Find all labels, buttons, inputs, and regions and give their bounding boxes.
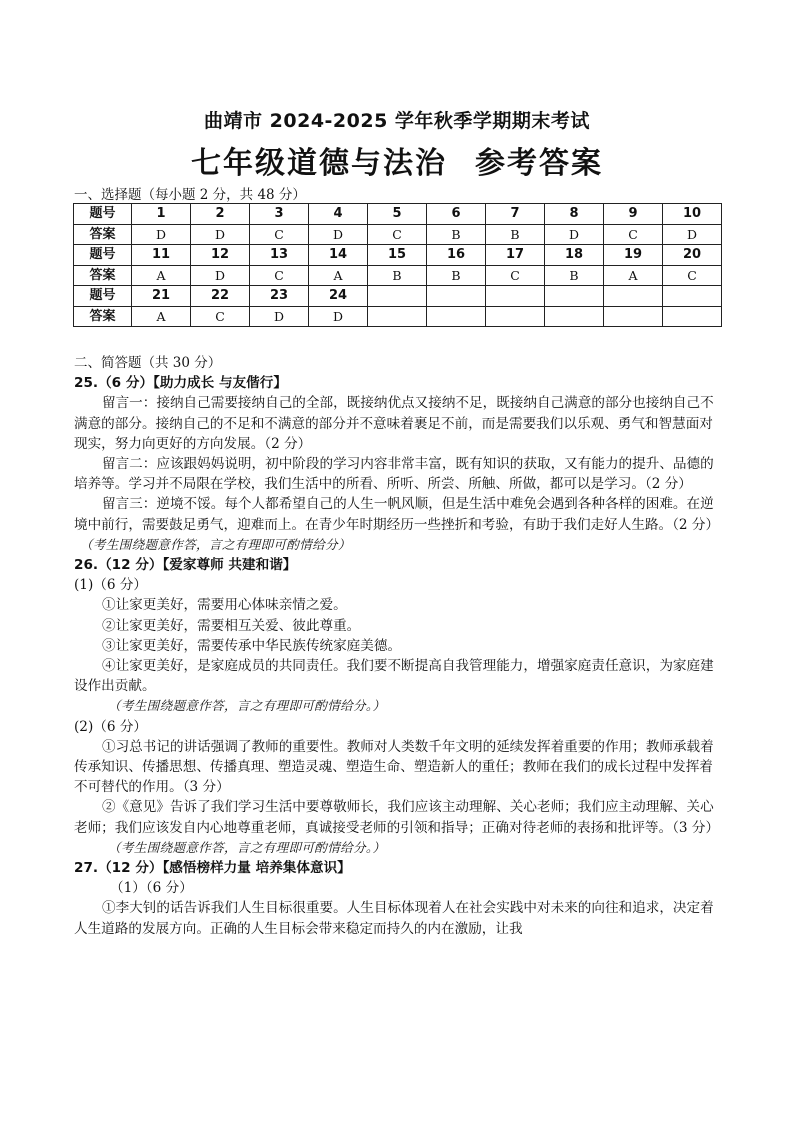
answer-cell — [663, 306, 722, 327]
answer-cell: D — [191, 265, 250, 286]
question-number-cell: 21 — [132, 286, 191, 307]
answer-cell: A — [132, 265, 191, 286]
answer-cell: B — [486, 224, 545, 245]
row-label-answer: 答案 — [74, 224, 132, 245]
question-number-row — [74, 204, 722, 225]
q26-point3: ③让家更美好，需要传承中华民族传统家庭美德。 — [102, 637, 402, 654]
question-number-cell — [427, 286, 486, 307]
question-number-cell — [545, 286, 604, 307]
q26-point4: ④让家更美好，是家庭成员的共同责任。我们要不断提高自我管理能力，增强家庭责任意识，为家庭建设作出贡献。 — [74, 658, 714, 695]
answer-cell: C — [663, 265, 722, 286]
q25-message1: 留言一：接纳自己需要接纳自己的全部，既接纳优点又接纳不足，既接纳自己满意的部分也接纳自己不满意的部分。接纳自己的不足和不满意的部分并不意味着裹足不前，而是需要我们以乐观、勇气和智慧面对现实，努力向更好的方向发展。（2 分） — [74, 395, 714, 452]
answer-cell: C — [191, 306, 250, 327]
question-number-cell: 2 — [191, 204, 250, 225]
question-number-cell: 19 — [604, 245, 663, 266]
subject-label: 七年级道德与法治 — [191, 146, 447, 181]
answer-cell: D — [309, 224, 368, 245]
question-number-cell: 22 — [191, 286, 250, 307]
q26-part2-point2: ②《意见》告诉了我们学习生活中要尊敬师长，我们应该主动理解、关心老师；我们应主动理解、关心老师；我们应该发自内心地尊重老师，真诚接受老师的引领和指导；正确对待老师的表扬和批评等。（3 分） — [74, 799, 720, 836]
question-number-cell: 20 — [663, 245, 722, 266]
question-number-cell: 15 — [368, 245, 427, 266]
exam-subtitle — [0, 138, 794, 182]
answer-cell — [486, 306, 545, 327]
question-number-cell — [663, 286, 722, 307]
question-number-cell: 11 — [132, 245, 191, 266]
question-number-cell: 1 — [132, 204, 191, 225]
answer-cell: B — [427, 224, 486, 245]
question-number-cell: 6 — [427, 204, 486, 225]
row-label-question: 题号 — [74, 286, 132, 307]
question-number-cell: 12 — [191, 245, 250, 266]
answer-row — [74, 224, 722, 245]
short-answer-section — [74, 353, 724, 939]
question-number-cell: 7 — [486, 204, 545, 225]
question-number-cell: 9 — [604, 204, 663, 225]
answer-cell — [368, 306, 427, 327]
answer-cell: D — [545, 224, 604, 245]
question-number-cell: 14 — [309, 245, 368, 266]
question-number-cell: 13 — [250, 245, 309, 266]
question-number-cell — [486, 286, 545, 307]
question-number-cell: 24 — [309, 286, 368, 307]
section1-heading: 一、选择题（每小题 2 分，共 48 分） — [74, 187, 306, 203]
answer-cell: B — [427, 265, 486, 286]
answer-cell: A — [309, 265, 368, 286]
answer-row — [74, 306, 722, 327]
answer-cell: A — [132, 306, 191, 327]
q25-title: 25.（6 分）【助力成长 与友偕行】 — [74, 375, 287, 392]
exam-title: 曲靖市 2024-2025 学年秋季学期期末考试 — [204, 110, 590, 132]
question-number-cell: 18 — [545, 245, 604, 266]
answer-cell: D — [132, 224, 191, 245]
answer-cell: A — [604, 265, 663, 286]
question-number-cell: 3 — [250, 204, 309, 225]
answer-cell: B — [545, 265, 604, 286]
row-label-question: 题号 — [74, 204, 132, 225]
q26-point1: ①让家更美好，需要用心体味亲情之爱。 — [102, 597, 347, 614]
answer-cell: D — [309, 306, 368, 327]
q27-part1-label: （1）（6 分） — [110, 880, 193, 897]
q25-grading-note: （考生围绕题意作答，言之有理即可酌情给分） — [80, 536, 351, 552]
row-label-question: 题号 — [74, 245, 132, 266]
question-number-cell — [604, 286, 663, 307]
question-number-cell: 5 — [368, 204, 427, 225]
answer-cell: C — [604, 224, 663, 245]
q26-point2: ②让家更美好，需要相互关爱、彼此尊重。 — [102, 617, 361, 634]
row-label-answer: 答案 — [74, 306, 132, 327]
q27-title: 27.（12 分）【感悟榜样力量 培养集体意识】 — [74, 860, 351, 877]
answer-cell — [545, 306, 604, 327]
answer-cell: C — [250, 224, 309, 245]
q26-part2-point1: ①习总书记的讲话强调了教师的重要性。教师对人类数千年文明的延续发挥着重要的作用；教师承载着传承知识、传播思想、传播真理、塑造灵魂、塑造生命、塑造新人的重任；教师在我们的成长过程中发挥着不可替代的作用。（3 分） — [74, 738, 714, 796]
section2-heading: 二、简答题（共 30 分） — [74, 355, 222, 371]
answer-cell: D — [191, 224, 250, 245]
question-number-cell: 4 — [309, 204, 368, 225]
answer-cell — [604, 306, 663, 327]
q25-message3: 留言三：逆境不馁。每个人都希望自己的人生一帆风顺，但是生活中难免会遇到各种各样的困难。在逆境中前行，需要鼓足勇气，迎难而上。在青少年时期经历一些挫折和考验，有助于我们走好人生路。（2 分） — [74, 496, 720, 533]
answer-cell — [427, 306, 486, 327]
q27-point1: ①李大钊的话告诉我们人生目标很重要。人生目标体现着人在社会实践中对未来的向往和追求，决定着人生道路的发展方向。正确的人生目标会带来稳定而持久的内在激励，让我 — [74, 900, 714, 937]
answer-cell: B — [368, 265, 427, 286]
row-label-answer: 答案 — [74, 265, 132, 286]
question-number-row — [74, 245, 722, 266]
question-number-cell: 23 — [250, 286, 309, 307]
answer-cell: D — [663, 224, 722, 245]
question-number-cell — [368, 286, 427, 307]
q26-part1-label: (1)（6 分） — [74, 577, 148, 594]
question-number-cell: 8 — [545, 204, 604, 225]
question-number-row — [74, 286, 722, 307]
answer-key-label: 参考答案 — [475, 146, 603, 181]
answer-cell: C — [368, 224, 427, 245]
answer-row — [74, 265, 722, 286]
q25-message2: 留言二：应该跟妈妈说明，初中阶段的学习内容非常丰富，既有知识的获取，又有能力的提升、品德的培养等。学习并不局限在学校，我们生活中的所看、所听、所尝、所触、所做，都可以是学习。（2 分） — [74, 456, 714, 493]
q26-grading-note2: （考生围绕题意作答，言之有理即可酌情给分。） — [108, 839, 386, 855]
answer-cell: D — [250, 306, 309, 327]
q26-title: 26.（12 分）【爱家尊师 共建和谐】 — [74, 557, 297, 574]
q26-part2-label: (2)（6 分） — [74, 718, 148, 735]
q26-grading-note1: （考生围绕题意作答，言之有理即可酌情给分。） — [108, 698, 386, 714]
answer-table — [73, 203, 722, 327]
question-number-cell: 10 — [663, 204, 722, 225]
question-number-cell: 16 — [427, 245, 486, 266]
answer-cell: C — [486, 265, 545, 286]
question-number-cell: 17 — [486, 245, 545, 266]
answer-cell: C — [250, 265, 309, 286]
